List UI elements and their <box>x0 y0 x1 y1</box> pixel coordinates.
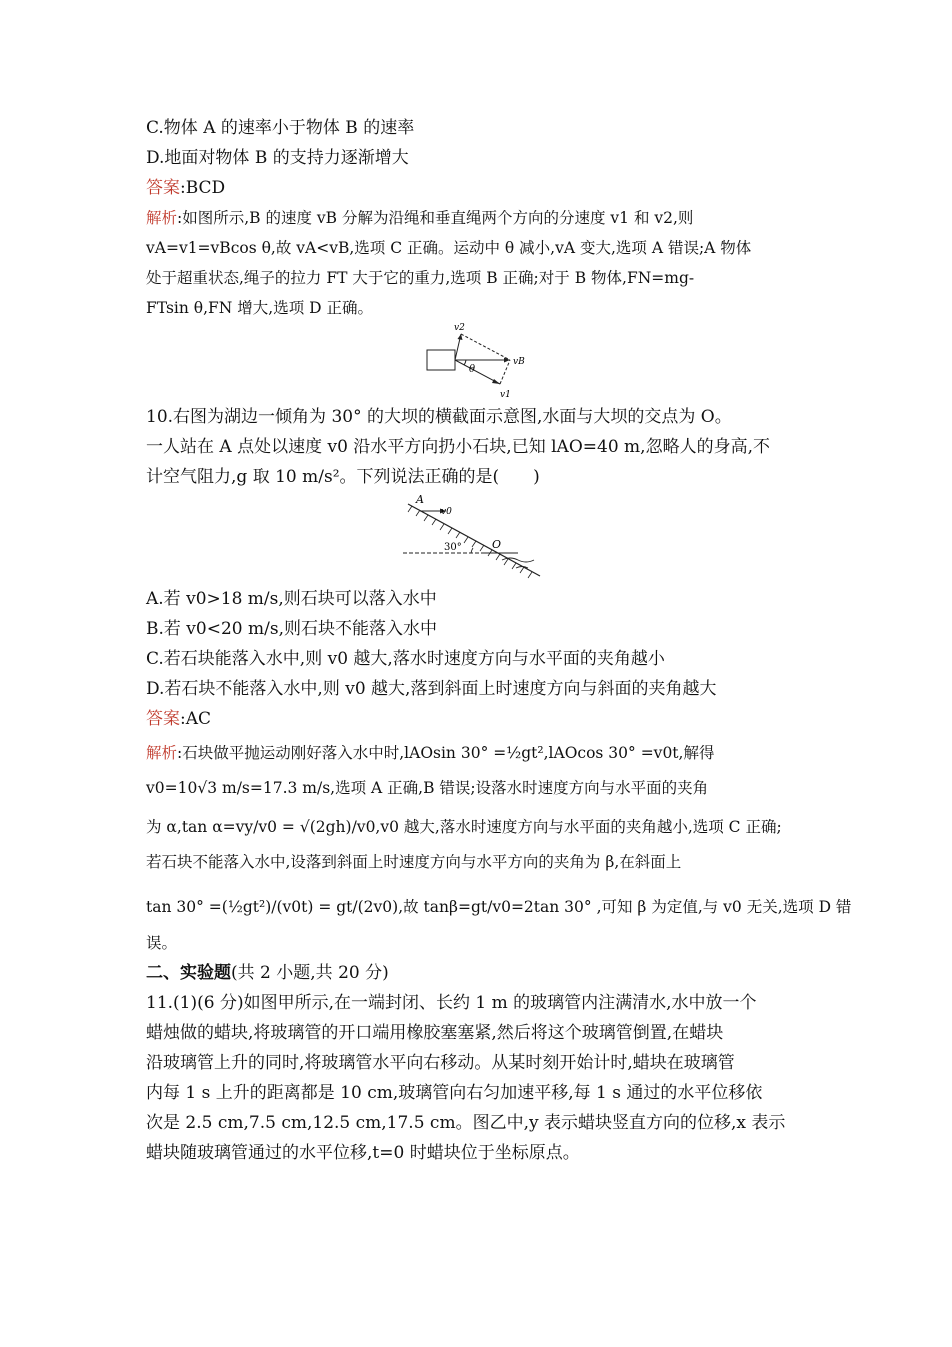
q10-option-c: C.若石块能落入水中,则 v0 越大,落水时速度方向与水平面的夹角越小 <box>146 649 665 669</box>
dam-slope <box>408 504 540 576</box>
q9-option-d: D.地面对物体 B 的支持力逐渐增大 <box>146 148 409 168</box>
q11-line-2: 蜡烛做的蜡块,将玻璃管的开口端用橡胶塞塞紧,然后将这个玻璃管倒置,在蜡块 <box>146 1023 724 1043</box>
q11-line-5: 次是 2.5 cm,7.5 cm,12.5 cm,17.5 cm。图乙中,y 表示蜡块竖直方向的位移,x 表示 <box>146 1113 786 1133</box>
answer-label: 答案 <box>146 178 180 198</box>
q10-analysis-line-5: tan 30° =(½gt²)/(v0t) = gt/(2v0),故 tanβ=gt/v0=2tan 30° ,可知 β 为定值,与 v0 无关,选项 D 错 <box>146 898 852 916</box>
q10-analysis-line-4: 若石块不能落入水中,设落到斜面上时速度方向与水平方向的夹角为 β,在斜面上 <box>146 853 682 871</box>
q9-analysis-line-2: vA=v1=vBcos θ,故 vA<vB,选项 C 正确。运动中 θ 减小,vA 变大,选项 A 错误;A 物体 <box>146 239 752 257</box>
vector-v1 <box>455 360 500 384</box>
q10-analysis-line-2: v0=10√3 m/s=17.3 m/s,选项 A 正确,B 错误;设落水时速度方向与水平面的夹角 <box>146 779 709 797</box>
q9-analysis-line-4: FTsin θ,FN 增大,选项 D 正确。 <box>146 299 373 317</box>
q10-stem-line-2: 一人站在 A 点处以速度 v0 沿水平方向扔小石块,已知 lAO=40 m,忽略人的身高,不 <box>146 437 770 457</box>
answer-label: 答案 <box>146 709 180 729</box>
q11-line-3: 沿玻璃管上升的同时,将玻璃管水平向右移动。从某时刻开始计时,蜡块在玻璃管 <box>146 1053 735 1073</box>
block-b <box>427 350 455 370</box>
q10-option-b: B.若 v0<20 m/s,则石块不能落入水中 <box>146 619 437 639</box>
label-v0: v0 <box>441 507 452 517</box>
analysis-label: 解析 <box>146 744 178 762</box>
dam-cross-section-figure <box>398 492 550 584</box>
q10-stem-line-1: 10.右图为湖边一倾角为 30° 的大坝的横截面示意图,水面与大坝的交点为 O。 <box>146 407 732 427</box>
section-heading <box>146 958 814 988</box>
section-title: 二、实验题 <box>146 963 231 983</box>
q10-stem-line-3: 计空气阻力,g 取 10 m/s²。下列说法正确的是( ) <box>146 467 540 487</box>
label-vb: vB <box>513 357 525 367</box>
q11-line-1: 11.(1)(6 分)如图甲所示,在一端封闭、长约 1 m 的玻璃管内注满清水,水中放一个 <box>146 993 757 1013</box>
q9-answer <box>146 173 814 203</box>
q10-analysis-line-1: 解析:石块做平抛运动刚好落入水中时,lAOsin 30° =½gt²,lAOcos 30° =v0t,解得 <box>146 744 715 762</box>
q11-line-4: 内每 1 s 上升的距离都是 10 cm,玻璃管向右匀加速平移,每 1 s 通过的水平位移依 <box>146 1083 763 1103</box>
q11-line-6: 蜡块随玻璃管通过的水平位移,t=0 时蜡块位于坐标原点。 <box>146 1143 580 1163</box>
label-theta: θ <box>469 364 476 375</box>
velocity-decomposition-figure <box>420 320 530 402</box>
q9-option-c: C.物体 A 的速率小于物体 B 的速率 <box>146 118 415 138</box>
section-meta: (共 2 小题,共 20 分) <box>231 963 389 983</box>
q9-analysis-line-1: 解析:如图所示,B 的速度 vB 分解为沿绳和垂直绳两个方向的分速度 v1 和 v2,则 <box>146 209 694 227</box>
label-v1: v1 <box>500 390 511 400</box>
q10-option-a: A.若 v0>18 m/s,则石块可以落入水中 <box>146 589 437 609</box>
answer-value: :AC <box>180 709 212 729</box>
analysis-label: 解析 <box>146 209 178 227</box>
q10-answer <box>146 704 814 734</box>
q10-option-d: D.若石块不能落入水中,则 v0 越大,落到斜面上时速度方向与斜面的夹角越大 <box>146 679 717 699</box>
label-a: A <box>416 493 424 506</box>
q10-analysis-line-3: 为 α,tan α=vy/v0 = √(2gh)/v0,v0 越大,落水时速度方向与水平面的夹角越小,选项 C 正确; <box>146 818 782 836</box>
label-o: O <box>492 538 502 551</box>
slope-hatching <box>408 506 532 578</box>
q9-analysis-line-3: 处于超重状态,绳子的拉力 FT 大于它的重力,选项 B 正确;对于 B 物体,FN=mg- <box>146 269 695 287</box>
answer-value: :BCD <box>180 178 226 198</box>
label-v2: v2 <box>454 323 465 333</box>
q10-analysis-line-6: 误。 <box>146 934 178 952</box>
label-angle: 30° <box>444 542 462 553</box>
